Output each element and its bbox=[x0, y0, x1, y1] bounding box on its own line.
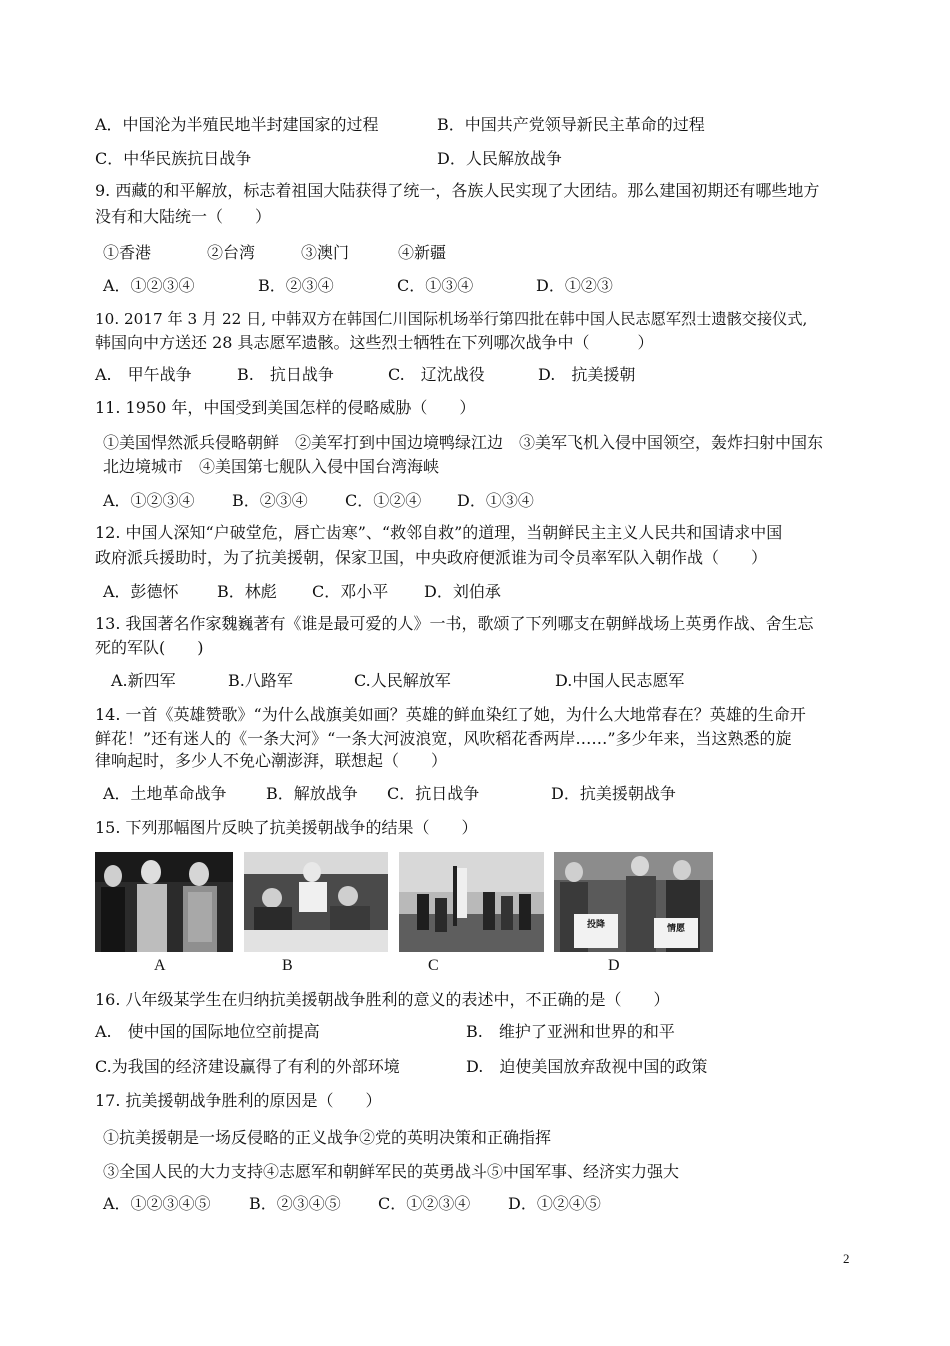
q11-option-b: B．②③④ bbox=[232, 491, 308, 510]
q8-option-d: D．人民解放战争 bbox=[437, 149, 562, 168]
q17-stem-line1: 17. 抗美援朝战争胜利的原因是（ ） bbox=[95, 1091, 382, 1110]
q12-stem-line2: 政府派兵援助时，为了抗美援朝，保家卫国，中央政府便派谁为司令员率军队入朝作战（ ） bbox=[95, 548, 768, 567]
q14-option-c: C．抗日战争 bbox=[387, 784, 480, 803]
q10-stem-line2: 韩国向中方送还 28 具志愿军遗骸。这些烈士牺牲在下列哪次战争中（ ） bbox=[95, 333, 654, 352]
q13-option-a: A.新四军 bbox=[111, 671, 176, 690]
q8-option-b: B．中国共产党领导新民主革命的过程 bbox=[437, 115, 705, 134]
q13-option-b: B.八路军 bbox=[228, 671, 293, 690]
photo-caption-b: B bbox=[282, 957, 293, 974]
q9-item: ①香港 bbox=[103, 243, 152, 262]
q11-stem-line3: 北边境城市 ④美国第七舰队入侵中国台湾海峡 bbox=[103, 457, 440, 476]
q11-option-a: A．①②③④ bbox=[103, 491, 195, 510]
q17-option-c: C．①②③④ bbox=[378, 1194, 471, 1213]
q16-option-d: D. 迫使美国放弃敌视中国的政策 bbox=[466, 1057, 708, 1076]
q9-option-d: D．①②③ bbox=[536, 276, 613, 295]
q10-option-c: C. 辽沈战役 bbox=[388, 365, 485, 384]
q14-option-b: B．解放战争 bbox=[266, 784, 358, 803]
q17-option-b: B．②③④⑤ bbox=[249, 1194, 341, 1213]
q16-option-a: A. 使中国的国际地位空前提高 bbox=[95, 1022, 320, 1041]
photo-c bbox=[399, 852, 544, 952]
q9-item: ②台湾 bbox=[207, 243, 256, 262]
q11-stem-line1: 11. 1950 年，中国受到美国怎样的侵略威胁（ ） bbox=[95, 398, 476, 417]
photo-caption-d: D bbox=[608, 957, 620, 974]
q10-option-a: A. 甲午战争 bbox=[95, 365, 192, 384]
q13-option-d: D.中国人民志愿军 bbox=[555, 671, 685, 690]
q9-option-b: B．②③④ bbox=[258, 276, 334, 295]
q17-stem-line3: ③全国人民的大力支持④志愿军和朝鲜军民的英勇战斗⑤中国军事、经济实力强大 bbox=[103, 1162, 680, 1181]
q13-stem-line2: 死的军队( ) bbox=[95, 638, 204, 657]
q13-stem-line1: 13. 我国著名作家魏巍著有《谁是最可爱的人》一书，歌颂了下列哪支在朝鲜战场上英勇作战、舍生忘 bbox=[95, 614, 814, 633]
q17-stem-line2: ①抗美援朝是一场反侵略的正义战争②党的英明决策和正确指挥 bbox=[103, 1128, 552, 1147]
q11-option-c: C．①②④ bbox=[345, 491, 422, 510]
q12-stem-line1: 12. 中国人深知“户破堂危，唇亡齿寒”、“救邻自救”的道理，当朝鲜民主主义人民共和国请求中国 bbox=[95, 523, 783, 542]
q10-stem-line1: 10. 2017 年 3 月 22 日, 中韩双方在韩国仁川国际机场举行第四批在韩中国人民志愿军烈士遗骸交接仪式, bbox=[95, 310, 808, 328]
photo-caption-a: A bbox=[154, 957, 166, 974]
q9-option-a: A．①②③④ bbox=[103, 276, 195, 295]
q14-option-d: D．抗美援朝战争 bbox=[551, 784, 676, 803]
photo-d-sign-text: 情愿 bbox=[666, 924, 685, 934]
q12-option-a: A．彭德怀 bbox=[103, 582, 179, 601]
photo-d bbox=[554, 852, 713, 952]
q11-stem-line2: ①美国悍然派兵侵略朝鲜 ②美军打到中国边境鸭绿江边 ③美军飞机入侵中国领空，轰炸扫射中国东 bbox=[103, 433, 824, 452]
q12-option-b: B．林彪 bbox=[217, 582, 277, 601]
q15-stem-line1: 15. 下列那幅图片反映了抗美援朝战争的结果（ ） bbox=[95, 818, 478, 837]
q14-stem-line2: 鲜花！”还有迷人的《一条大河》“一条大河波浪宽，风吹稻花香两岸……”多少年来，当这熟悉的旋 bbox=[95, 729, 792, 748]
q11-option-d: D．①③④ bbox=[457, 491, 534, 510]
q14-stem-line3: 律响起时，多少人不免心潮澎湃，联想起（ ） bbox=[95, 751, 448, 770]
q14-stem-line1: 14. 一首《英雄赞歌》“为什么战旗美如画？英雄的鲜血染红了她，为什么大地常春在？英雄的生命开 bbox=[95, 705, 806, 724]
q9-item: ③澳门 bbox=[301, 243, 350, 262]
q16-stem-line1: 16. 八年级某学生在归纳抗美援朝战争胜利的意义的表述中，不正确的是（ ） bbox=[95, 990, 670, 1009]
photo-caption-c: C bbox=[428, 957, 439, 974]
q16-option-b: B. 维护了亚洲和世界的和平 bbox=[466, 1022, 675, 1041]
q12-option-c: C．邓小平 bbox=[312, 582, 389, 601]
photo-a bbox=[95, 852, 233, 952]
q17-option-d: D．①②④⑤ bbox=[508, 1194, 601, 1213]
photo-b bbox=[244, 852, 388, 952]
photo-d-sign-text: 投降 bbox=[586, 920, 605, 930]
q9-stem-line2: 没有和大陆统一（ ） bbox=[95, 207, 272, 226]
q16-option-c: C.为我国的经济建设赢得了有利的外部环境 bbox=[95, 1057, 400, 1076]
page-number: 2 bbox=[843, 1251, 850, 1266]
q9-item: ④新疆 bbox=[398, 243, 447, 262]
q10-option-b: B. 抗日战争 bbox=[237, 365, 334, 384]
q8-option-a: A．中国沦为半殖民地半封建国家的过程 bbox=[95, 115, 379, 134]
q10-option-d: D. 抗美援朝 bbox=[538, 365, 636, 384]
q9-stem-line1: 9. 西藏的和平解放，标志着祖国大陆获得了统一，各族人民实现了大团结。那么建国初期还有哪些地方 bbox=[95, 181, 820, 200]
q14-option-a: A．土地革命战争 bbox=[103, 784, 227, 803]
q12-option-d: D．刘伯承 bbox=[424, 582, 501, 601]
q8-option-c: C．中华民族抗日战争 bbox=[95, 149, 252, 168]
q17-option-a: A．①②③④⑤ bbox=[103, 1194, 211, 1213]
q9-option-c: C．①③④ bbox=[397, 276, 474, 295]
q13-option-c: C.人民解放军 bbox=[354, 671, 451, 690]
